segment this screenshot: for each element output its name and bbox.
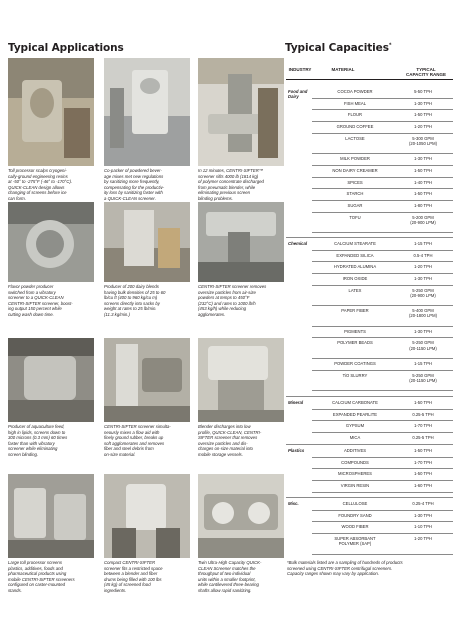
capacity-value: 1-20 TPH bbox=[414, 264, 432, 270]
material-name: STARCH bbox=[346, 191, 364, 197]
caption-blender: Blender discharges into low profile, QUICK-CLEAN, CENTRI- SIFTER screener that removes oversize particles and dis- charges on-size material into mobile storage vessels. bbox=[198, 424, 262, 457]
caption-rubber: CENTRI-SIFTER screener simulta- neously mixes a flow aid with finely ground rubber, breaks up soft agglomerates and removes fiber and steel debris from on-size material. bbox=[104, 424, 171, 457]
capacity-value: 1-50 TPH bbox=[414, 112, 432, 118]
row-divider bbox=[312, 250, 453, 251]
capacity-value: 1-50 TPH bbox=[414, 167, 432, 173]
material-name: MICA bbox=[349, 435, 361, 441]
industry-label: Mineral bbox=[288, 400, 304, 405]
capacity-value: 1-40 TPH bbox=[414, 179, 432, 185]
capacity-value: 5-250 GPM (20-1150 LPM) bbox=[409, 372, 437, 383]
header-industry: INDUSTRY bbox=[288, 67, 312, 72]
photo-flavor-powder-screener bbox=[8, 202, 94, 282]
row-divider bbox=[312, 480, 453, 481]
photo-cryogenic-screener bbox=[8, 58, 94, 166]
caption-high-temp: CENTRI-SIFTER screener removes oversize particles from air-size powders at temps to 450°F (232°C) and rates to 1000 lb/h (453 kg/h) while reducing agglomerates. bbox=[198, 284, 267, 317]
material-name: POWDER COATINGS bbox=[334, 360, 376, 366]
capacity-value: 1-70 TPH bbox=[414, 423, 432, 429]
material-name: CALCIUM CARBONATE bbox=[332, 400, 378, 405]
industry-label: Chemical bbox=[288, 241, 308, 246]
capacity-value: 5-250 GPM (20-1150 LPM) bbox=[409, 340, 437, 351]
capacity-value: 1-70 TPH bbox=[414, 459, 432, 465]
material-name: NON DAIRY CREAMER bbox=[332, 167, 378, 173]
material-name: TOFU bbox=[349, 214, 361, 220]
material-name: SUGAR bbox=[347, 203, 363, 209]
material-name: HYDRATED ALUMINA bbox=[333, 264, 377, 270]
capacity-value: 1-30 TPH bbox=[414, 156, 432, 162]
row-divider bbox=[312, 420, 453, 421]
caption-cryogenic: Toll processor scalps cryogeni- cally-ground engineering resins at -50° to -275°F (-46° to -170°C). QUICK-CLEAN design allows changing of screens before ice can form. bbox=[8, 168, 73, 201]
header-rule bbox=[286, 79, 453, 80]
group-divider bbox=[286, 444, 453, 445]
capacity-value: 5-300 GPM (20-1050 LPM) bbox=[409, 135, 437, 146]
capacity-value: 5-200 GPM (20-900 LPM) bbox=[410, 214, 436, 225]
caption-flavor: Flavor powder producer switched from a vibratory screener to a QUICK-CLEAN CENTRI-SIFTER screener, boost- ing output 150 percent while cutting wash down time. bbox=[8, 284, 73, 317]
capacity-value: 0.25-5 TPH bbox=[412, 435, 434, 441]
material-name: CELLULOSE bbox=[342, 501, 368, 506]
material-name: MICROSPHERES bbox=[338, 471, 372, 477]
photo-mobile-screeners bbox=[8, 474, 94, 558]
material-name: SPICES bbox=[347, 179, 363, 185]
row-divider bbox=[312, 212, 453, 213]
capacity-footnote: *Bulk materials listed are a sampling of hundreds of products screened using CENTRI-SIFTER centrifugal screeners. Capacity ranges shown may vary by application. bbox=[287, 560, 403, 577]
material-name: PIGMENTS bbox=[344, 328, 366, 334]
material-name: ADDITIVES bbox=[343, 448, 367, 453]
capacity-value: 5-400 GPM (20-1800 LPM) bbox=[409, 308, 437, 319]
material-name: MILK POWDER bbox=[340, 156, 370, 162]
material-name: CALCIUM STEARATE bbox=[334, 241, 376, 246]
row-divider bbox=[312, 510, 453, 511]
capacity-value: 1-60 TPH bbox=[414, 483, 432, 489]
capacity-value: 1-30 TPH bbox=[414, 276, 432, 282]
row-divider bbox=[312, 457, 453, 458]
row-divider bbox=[312, 188, 453, 189]
capacity-value: 1-10 TPH bbox=[414, 524, 432, 530]
capacity-value: 0.25-5 TPH bbox=[412, 411, 434, 417]
row-divider bbox=[312, 261, 453, 262]
material-name: TiO SLURRY bbox=[342, 372, 368, 378]
row-divider bbox=[312, 370, 453, 371]
caption-twin: Twin Ultra-High Capacity QUICK- CLEAN Screener matches the throughput of two individual units within a smaller footprint, while cantilevered three-bearing shafts allow rapid sanitizing. bbox=[198, 560, 262, 593]
capacity-value: 5-50 TPH bbox=[414, 89, 432, 94]
row-divider bbox=[312, 121, 453, 122]
capacity-value: 1-30 TPH bbox=[414, 328, 432, 334]
row-divider bbox=[312, 533, 453, 534]
caption-compact: Compact CENTRI-SIFTER screener fits a restricted space between a blender and fiber drums being filled with 100 lbs (45 kg) of screened food ingredients. bbox=[104, 560, 163, 593]
row-divider bbox=[312, 409, 453, 410]
material-name: COMPOUNDS bbox=[341, 459, 369, 465]
photo-polymer-screener bbox=[198, 58, 284, 166]
caption-mobile: Large toll processor screens plastics, additives, foods and pharmaceutical products using mobile CENTRI-SIFTER screeners configured on caster-mounted stands. bbox=[8, 560, 75, 593]
row-divider bbox=[312, 554, 453, 555]
row-divider bbox=[312, 232, 453, 233]
photo-high-temp-screener bbox=[198, 202, 284, 282]
row-divider bbox=[312, 165, 453, 166]
material-name: COCOA POWDER bbox=[337, 89, 373, 94]
material-name: GYPSUM bbox=[345, 423, 365, 429]
capacity-value: 0.5-4 TPH bbox=[413, 252, 433, 258]
capacity-value: 1-30 TPH bbox=[414, 100, 432, 106]
capacity-value: 1-20 TPH bbox=[414, 124, 432, 130]
group-divider bbox=[286, 396, 453, 397]
row-divider bbox=[312, 133, 453, 134]
header-material: MATERIAL bbox=[331, 67, 355, 72]
applications-title: Typical Applications bbox=[8, 42, 124, 54]
material-name: EXPANDED SILICA bbox=[336, 252, 374, 258]
material-name: SUPER ABSORBANT POLYMER (SAP) bbox=[334, 536, 376, 547]
capacity-value: 1-50 TPH bbox=[414, 471, 432, 477]
material-name: LACTOSE bbox=[345, 135, 365, 141]
material-name: FOUNDRY SAND bbox=[338, 512, 372, 518]
capacities-title bbox=[285, 42, 391, 54]
material-name: POLYMER BEADS bbox=[337, 340, 373, 346]
caption-beverage: Co-packer of powdered bever- age mixes met new regulations by sanitizing more frequently, compensating for the productiv- ity loss by sanitizing faster with a QUICK-CLEAN screener. bbox=[104, 168, 165, 201]
photo-aquaculture-screener bbox=[8, 338, 94, 422]
capacity-value: 5-250 GPM (20-900 LPM) bbox=[410, 287, 436, 298]
photo-twin-ultra-high-capacity bbox=[198, 474, 284, 558]
material-name: VIRGIN RESIN bbox=[340, 483, 370, 489]
row-divider bbox=[312, 98, 453, 99]
header-capacity: TYPICAL CAPACITY RANGE bbox=[405, 67, 447, 77]
material-name: EXPANDED PEARLITE bbox=[332, 411, 378, 417]
row-divider bbox=[312, 273, 453, 274]
group-divider bbox=[286, 237, 453, 238]
capacity-value: 1-30 TPH bbox=[414, 512, 432, 518]
row-divider bbox=[312, 200, 453, 201]
caption-polymer: In 12 minutes, CENTRI-SIFTER™ screener sifts 4000 lb (1814 kg) of polymer concentrate discharged from pneumatic blender, while eliminating previous screen blinding problems. bbox=[198, 168, 264, 201]
caption-aquaculture: Producer of aquaculture feed, high in lipids, screens down to 300 microns (0.3 mm) 60 times faster than with vibratory screener while eliminating screen blinding. bbox=[8, 424, 68, 457]
capacity-value: 1-20 TPH bbox=[414, 536, 432, 542]
material-name: FLOUR bbox=[347, 112, 363, 118]
material-name: GROUND COFFEE bbox=[336, 124, 374, 130]
capacities-title-mark: * bbox=[388, 42, 392, 49]
row-divider bbox=[312, 390, 453, 391]
industry-label: Food and Dairy bbox=[288, 89, 308, 100]
caption-dairy: Producer of 200 dairy blends having bulk densities of 25 to 60 lb/cu ft (400 to 960 kg/cu m) screens directly into sacks by weight at rates to 25 lb/min. (11.3 kg/min.) bbox=[104, 284, 166, 317]
row-divider bbox=[312, 358, 453, 359]
group-divider bbox=[286, 497, 453, 498]
row-divider bbox=[312, 337, 453, 338]
material-name: PAPER FIBER bbox=[341, 308, 369, 314]
capacity-value: 1-15 TPH bbox=[414, 360, 432, 366]
row-divider bbox=[312, 468, 453, 469]
material-name: IRON OXIDE bbox=[342, 276, 368, 282]
row-divider bbox=[312, 305, 453, 306]
photo-compact-screener bbox=[104, 474, 190, 558]
industry-label: Misc. bbox=[288, 501, 299, 506]
capacity-value: 1-50 TPH bbox=[414, 191, 432, 197]
capacity-value: 1-15 TPH bbox=[414, 241, 432, 246]
row-divider bbox=[312, 109, 453, 110]
row-divider bbox=[312, 326, 453, 327]
material-name: WOOD FIBER bbox=[341, 524, 369, 530]
industry-label: Plastics bbox=[288, 448, 305, 453]
row-divider bbox=[312, 177, 453, 178]
capacity-value: 1-50 TPH bbox=[414, 400, 432, 405]
capacity-value: 1-50 TPH bbox=[414, 448, 432, 453]
photo-dairy-blend-screener bbox=[104, 202, 190, 282]
material-name: FISH MEAL bbox=[343, 100, 367, 106]
capacity-value: 0.25-4 TPH bbox=[412, 501, 434, 506]
photo-blender-discharge-screener bbox=[198, 338, 284, 422]
capacity-value: 1-80 TPH bbox=[414, 203, 432, 209]
row-divider bbox=[312, 432, 453, 433]
material-name: LATEX bbox=[348, 287, 362, 293]
row-divider bbox=[312, 521, 453, 522]
row-divider bbox=[312, 153, 453, 154]
photo-rubber-screener bbox=[104, 338, 190, 422]
row-divider bbox=[312, 285, 453, 286]
row-divider bbox=[312, 492, 453, 493]
capacities-title-text: Typical Capacities bbox=[285, 42, 389, 54]
photo-beverage-screener bbox=[104, 58, 190, 166]
